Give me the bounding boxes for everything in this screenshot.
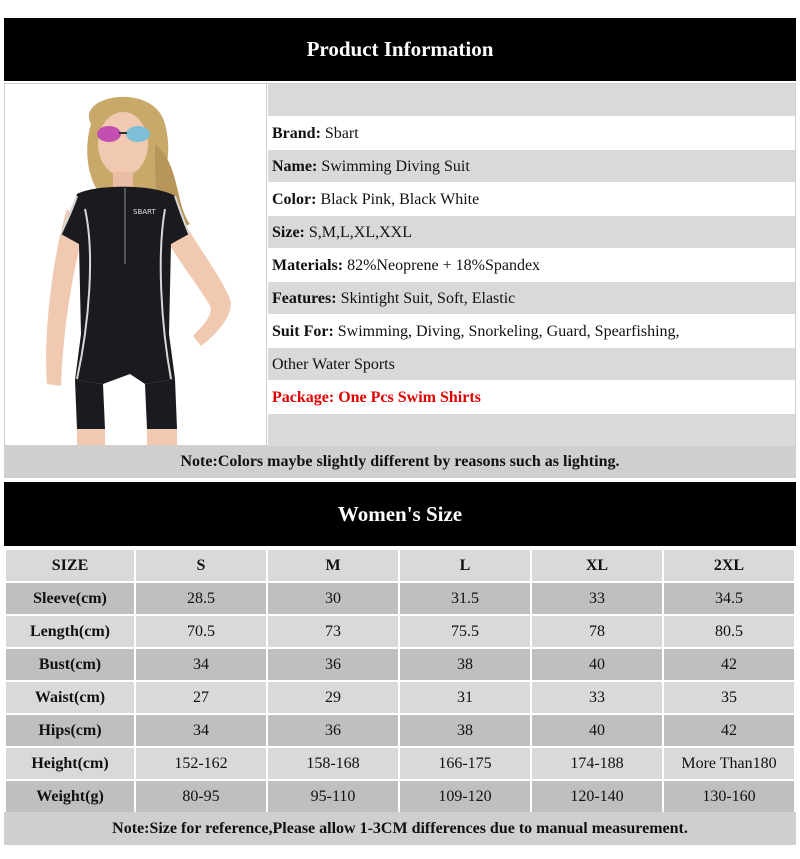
size-note: Note:Size for reference,Please allow 1-3CM differences due to manual measurement. (4, 812, 796, 845)
size-header-row (5, 549, 795, 582)
size-cell: 34 (135, 714, 267, 747)
size-row-waist (5, 681, 795, 714)
size-cell: 158-168 (267, 747, 399, 780)
spec-value: Skintight Suit, Soft, Elastic (336, 290, 516, 307)
size-cell: 75.5 (399, 615, 531, 648)
spec-row-features (268, 282, 795, 315)
size-cell: 33 (531, 582, 663, 615)
size-cell: 70.5 (135, 615, 267, 648)
spec-label: Materials: (272, 257, 344, 274)
spec-label: Package: (272, 389, 335, 406)
row-label: Waist(cm) (5, 681, 135, 714)
spec-row-package (268, 381, 795, 414)
row-label: Height(cm) (5, 747, 135, 780)
size-cell: 174-188 (531, 747, 663, 780)
row-label: Length(cm) (5, 615, 135, 648)
spec-row-suit-for-cont (268, 348, 795, 381)
size-cell: 35 (663, 681, 795, 714)
spec-row-blank-top (268, 84, 795, 117)
row-label: Hips(cm) (5, 714, 135, 747)
size-cell: 29 (267, 681, 399, 714)
suit-logo: SBART (133, 208, 156, 216)
size-cell: More Than180 (663, 747, 795, 780)
size-cell: 38 (399, 648, 531, 681)
spec-label: Suit For: (272, 323, 334, 340)
size-cell: 95-110 (267, 780, 399, 813)
row-label: Sleeve(cm) (5, 582, 135, 615)
spec-value: S,M,L,XL,XXL (304, 224, 412, 241)
row-label: Weight(g) (5, 780, 135, 813)
spec-value: Black Pink, Black White (316, 191, 480, 208)
size-cell: 38 (399, 714, 531, 747)
size-header-cell: L (399, 549, 531, 582)
product-information-banner: Product Information (4, 18, 796, 81)
spec-value: Swimming, Diving, Snorkeling, Guard, Spearfishing, (333, 323, 680, 340)
size-cell: 130-160 (663, 780, 795, 813)
spec-label: Features: (272, 290, 337, 307)
row-label: Bust(cm) (5, 648, 135, 681)
size-cell: 120-140 (531, 780, 663, 813)
spec-value: One Pcs Swim Shirts (334, 389, 481, 406)
size-row-weight (5, 780, 795, 813)
size-cell: 36 (267, 648, 399, 681)
size-cell: 34.5 (663, 582, 795, 615)
size-row-height (5, 747, 795, 780)
size-cell: 31.5 (399, 582, 531, 615)
size-cell: 166-175 (399, 747, 531, 780)
spec-row-materials (268, 249, 795, 282)
spec-row-name (268, 150, 795, 183)
spec-label: Color: (272, 191, 317, 208)
size-row-bust (5, 648, 795, 681)
spec-label: Brand: (272, 125, 321, 142)
size-cell: 109-120 (399, 780, 531, 813)
size-cell: 34 (135, 648, 267, 681)
size-cell: 80.5 (663, 615, 795, 648)
spec-list (268, 84, 795, 447)
spec-value: Swimming Diving Suit (317, 158, 470, 175)
womens-size-banner: Women's Size (4, 482, 796, 546)
spec-row-blank-bottom (268, 414, 795, 447)
size-row-sleeve (5, 582, 795, 615)
size-header-cell: SIZE (5, 549, 135, 582)
size-cell: 40 (531, 714, 663, 747)
size-row-hips (5, 714, 795, 747)
size-cell: 42 (663, 714, 795, 747)
size-cell: 42 (663, 648, 795, 681)
spec-row-suit-for (268, 315, 795, 348)
size-cell: 78 (531, 615, 663, 648)
size-cell: 152-162 (135, 747, 267, 780)
spec-value: 82%Neoprene + 18%Spandex (343, 257, 541, 274)
size-cell: 27 (135, 681, 267, 714)
model-in-swimsuit-image (5, 84, 265, 445)
size-cell: 28.5 (135, 582, 267, 615)
size-header-cell: 2XL (663, 549, 795, 582)
size-cell: 73 (267, 615, 399, 648)
size-header-cell: S (135, 549, 267, 582)
size-cell: 33 (531, 681, 663, 714)
size-chart-table (4, 548, 796, 814)
spec-label: Size: (272, 224, 305, 241)
size-header-cell: M (267, 549, 399, 582)
product-photo (5, 84, 267, 445)
size-cell: 40 (531, 648, 663, 681)
size-cell: 30 (267, 582, 399, 615)
product-info-panel (4, 83, 796, 446)
spec-value: Other Water Sports (272, 356, 395, 373)
spec-value: Sbart (320, 125, 359, 142)
size-cell: 36 (267, 714, 399, 747)
spec-row-size (268, 216, 795, 249)
color-note: Note:Colors maybe slightly different by reasons such as lighting. (4, 446, 796, 478)
spec-label: Name: (272, 158, 318, 175)
size-cell: 80-95 (135, 780, 267, 813)
spec-row-color (268, 183, 795, 216)
size-cell: 31 (399, 681, 531, 714)
spec-row-brand (268, 117, 795, 150)
size-row-length (5, 615, 795, 648)
size-header-cell: XL (531, 549, 663, 582)
